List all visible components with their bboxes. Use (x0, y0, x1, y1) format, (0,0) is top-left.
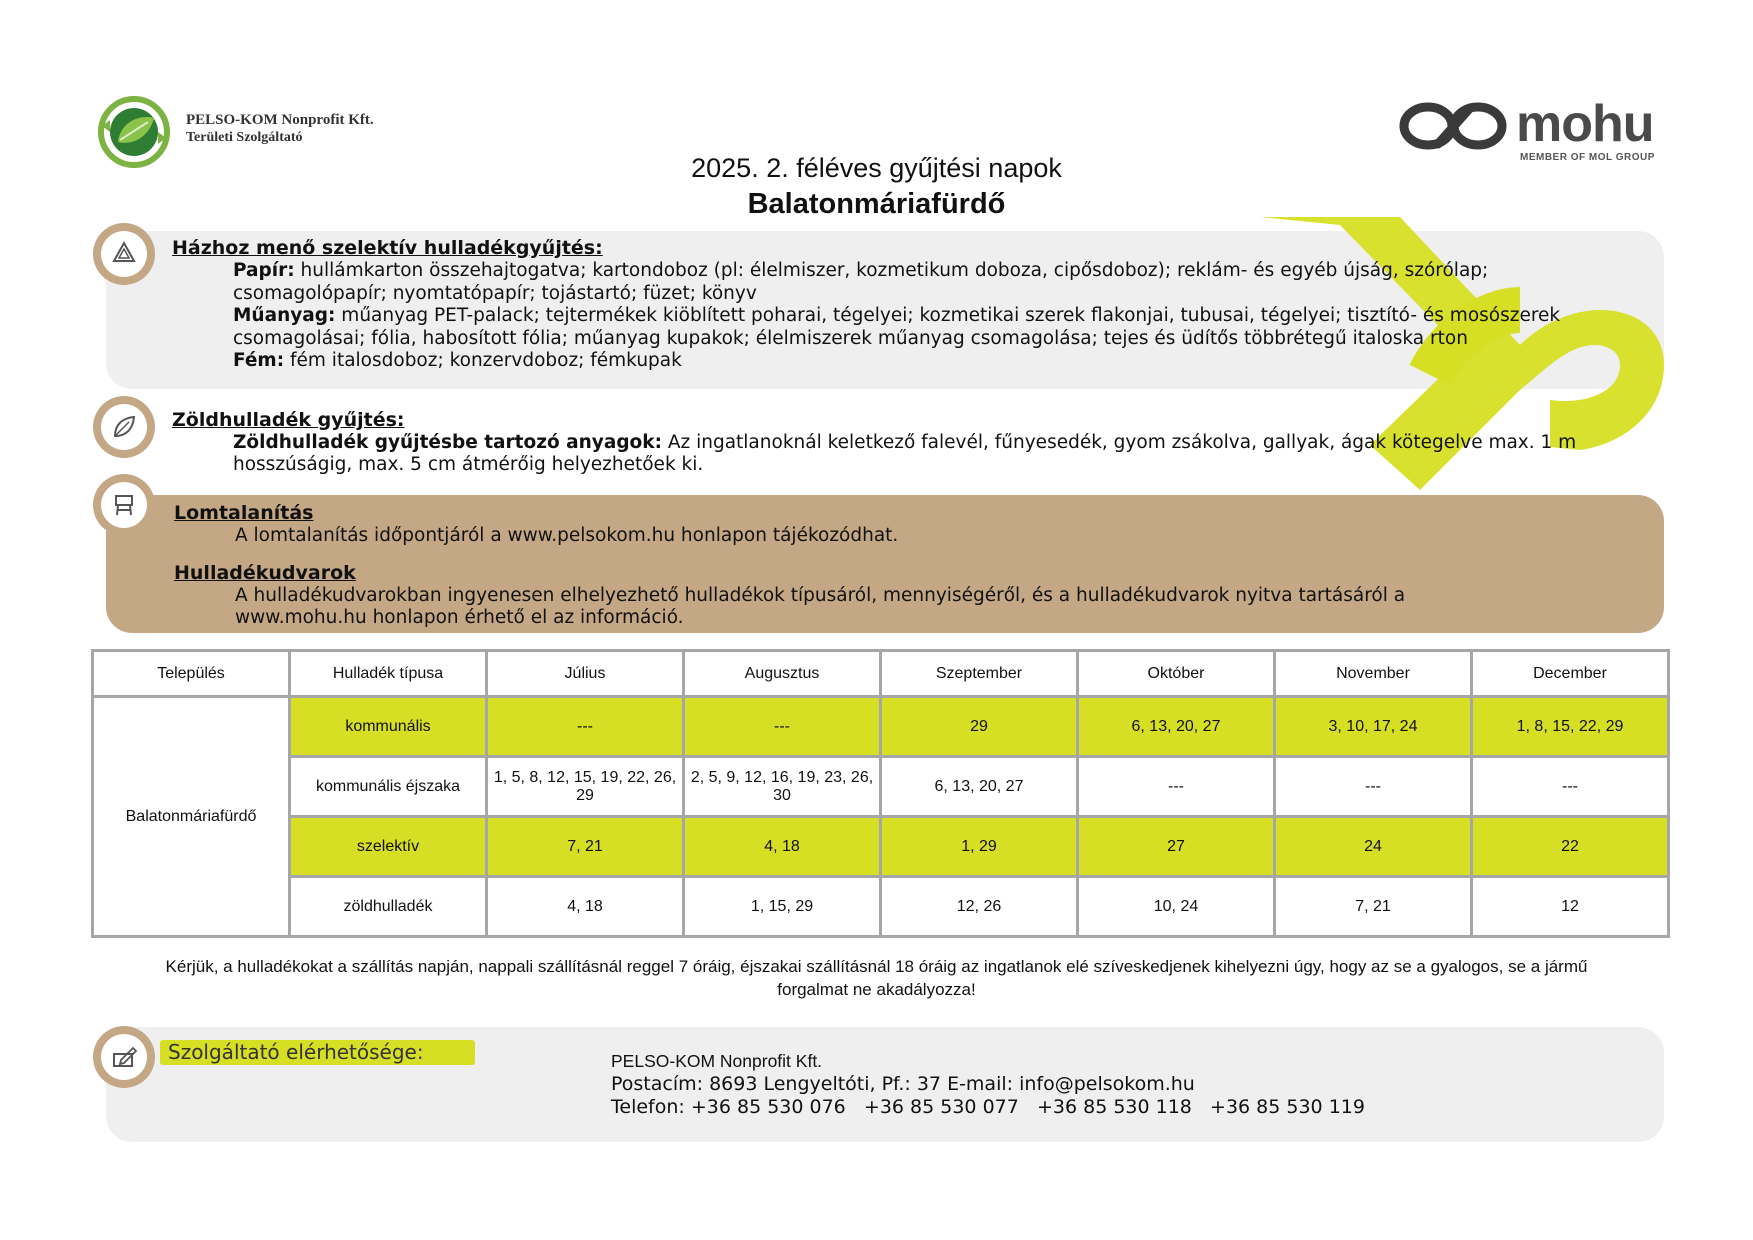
mohu-wordmark: mohu (1516, 95, 1654, 153)
date-cell: 7, 21 (1275, 877, 1472, 937)
date-cell: --- (684, 697, 881, 757)
date-cell: 2, 5, 9, 12, 16, 19, 23, 26, 30 (684, 757, 881, 817)
waste-yards-line-1: A hulladékudvarokban ingyenesen elhelyezhető hulladékok típusáról, mennyiségéről, és a hulladékudvarok nyitva tartásáról a (235, 585, 1406, 606)
recycle-badge (93, 223, 155, 285)
green-waste-badge (93, 396, 155, 458)
green-waste-heading: Zöldhulladék gyűjtés: (172, 409, 405, 431)
notice-line-1: Kérjük, a hulladékokat a szállítás napján, nappali szállításnál reggel 7 óráig, éjszakai szállításnál 18 óráig az ingatlanok elé szíveskedjenek kihelyezni úgy, hogy az se a gyalogos, se a jármű (165, 957, 1588, 976)
contact-company-name: PELSO-KOM Nonprofit Kft. (611, 1051, 823, 1071)
phone-number: +36 85 530 119 (1210, 1096, 1365, 1118)
green-waste-text: Az ingatlanoknál keletkező falevél, fűnyesedék, gyom zsákolva, gallyak, ágak kötegelve max. 1 m (661, 432, 1577, 453)
contact-address: Postacím: 8693 Lengyeltóti, Pf.: 37 E-mail: info@pelsokom.hu (611, 1073, 1195, 1095)
date-cell: 10, 24 (1078, 877, 1275, 937)
settlement-cell: Balatonmáriafürdő (93, 697, 290, 937)
date-cell: 1, 29 (881, 817, 1078, 877)
company-name: PELSO-KOM Nonprofit Kft. (186, 112, 374, 128)
selective-heading: Házhoz menő szelektív hulladékgyűjtés: (172, 237, 603, 259)
table-row-green-waste (93, 877, 1669, 937)
phone-number: +36 85 530 118 (1036, 1096, 1192, 1118)
header-month-november: November (1275, 651, 1472, 697)
paper-text: hullámkarton összehajtogatva; kartondoboz (pl: élelmiszer, kozmetikum doboza, cipősdoboz); reklám- és egyéb újság, szórólap; (294, 260, 1489, 281)
header-settlement: Település (93, 651, 290, 697)
date-cell: 3, 10, 17, 24 (1275, 697, 1472, 757)
metal-label: Fém: (233, 350, 285, 371)
contact-badge (93, 1026, 155, 1088)
contact-heading: Szolgáltató elérhetősége: (168, 1040, 424, 1064)
leaf-icon (109, 412, 139, 442)
collection-schedule-table (91, 649, 1670, 938)
furniture-icon (109, 490, 139, 520)
paper-line-2: csomagolópapír; nyomtatópapír; tojástartó; füzet; könyv (233, 283, 757, 304)
bulky-waste-heading: Lomtalanítás (174, 502, 314, 524)
waste-type-cell: kommunális (290, 697, 487, 757)
date-cell: 29 (881, 697, 1078, 757)
location-title: Balatonmáriafürdő (747, 188, 1006, 220)
waste-type-cell: szelektív (290, 817, 487, 877)
header-waste-type: Hulladék típusa (290, 651, 487, 697)
waste-type-cell: zöldhulladék (290, 877, 487, 937)
plastic-line-1 (233, 305, 1560, 328)
notice-line-2: forgalmat ne akadályozza! (777, 980, 976, 999)
mohu-mark-icon (1398, 100, 1508, 156)
phone-label: Telefon: (611, 1096, 685, 1118)
table-row-selective (93, 817, 1669, 877)
contact-heading-highlight (160, 1040, 475, 1065)
plastic-label: Műanyag: (233, 305, 336, 326)
table-row-communal-night (93, 757, 1669, 817)
paper-line-1 (233, 260, 1488, 283)
table-header-row (93, 651, 1669, 697)
paper-label: Papír: (233, 260, 295, 281)
date-cell: 4, 18 (684, 817, 881, 877)
waste-type-cell: kommunális éjszaka (290, 757, 487, 817)
header-month-december: December (1472, 651, 1669, 697)
date-cell: --- (1472, 757, 1669, 817)
date-cell: 22 (1472, 817, 1669, 877)
waste-yards-heading: Hulladékudvarok (174, 562, 356, 584)
edit-form-icon (109, 1042, 139, 1072)
phone-number: +36 85 530 077 (863, 1096, 1019, 1118)
header-month-july: Július (487, 651, 684, 697)
green-waste-label: Zöldhulladék gyűjtésbe tartozó anyagok: (233, 432, 662, 453)
date-cell: --- (487, 697, 684, 757)
date-cell: 1, 15, 29 (684, 877, 881, 937)
metal-line (233, 350, 682, 373)
header-month-september: Szeptember (881, 651, 1078, 697)
date-cell: 12 (1472, 877, 1669, 937)
company-subtitle: Területi Szolgáltató (186, 130, 303, 145)
header-month-october: Október (1078, 651, 1275, 697)
metal-text: fém italosdoboz; konzervdoboz; fémkupak (284, 350, 682, 371)
date-cell: 6, 13, 20, 27 (1078, 697, 1275, 757)
date-cell: --- (1078, 757, 1275, 817)
date-cell: 27 (1078, 817, 1275, 877)
table-row-communal (93, 697, 1669, 757)
date-cell: 7, 21 (487, 817, 684, 877)
placement-notice (90, 955, 1663, 1001)
waste-yards-line-2: www.mohu.hu honlapon érhető el az információ. (235, 607, 684, 628)
green-waste-line-1 (233, 432, 1576, 455)
header-month-august: Augusztus (684, 651, 881, 697)
date-cell: --- (1275, 757, 1472, 817)
date-cell: 4, 18 (487, 877, 684, 937)
bulky-waste-text: A lomtalanítás időpontjáról a www.pelsokom.hu honlapon tájékozódhat. (235, 525, 899, 546)
date-cell: 1, 5, 8, 12, 15, 19, 22, 26, 29 (487, 757, 684, 817)
mohu-tagline: MEMBER OF MOL GROUP (1520, 152, 1655, 163)
document-title: 2025. 2. féléves gyűjtési napok (691, 153, 1062, 183)
date-cell: 6, 13, 20, 27 (881, 757, 1078, 817)
plastic-text: műanyag PET-palack; tejtermékek kiöblített poharai, tégelyei; kozmetikai szerek flakonjai, tubusai, tégelyei; tisztító- és mosószerek (335, 305, 1561, 326)
plastic-line-2: csomagolásai; fólia, habosított fólia; műanyag kupakok; élelmiszerek műanyag csomagolása; tejes és üdítős többrétegű italoska rton (233, 328, 1468, 349)
date-cell: 24 (1275, 817, 1472, 877)
bulky-waste-badge (93, 474, 155, 536)
contact-phones (611, 1096, 1365, 1118)
recycle-icon (109, 239, 139, 269)
date-cell: 1, 8, 15, 22, 29 (1472, 697, 1669, 757)
phone-number: +36 85 530 076 (690, 1096, 846, 1118)
green-waste-line-2: hosszúságig, max. 5 cm átmérőig helyezhetőek ki. (233, 454, 704, 475)
date-cell: 12, 26 (881, 877, 1078, 937)
